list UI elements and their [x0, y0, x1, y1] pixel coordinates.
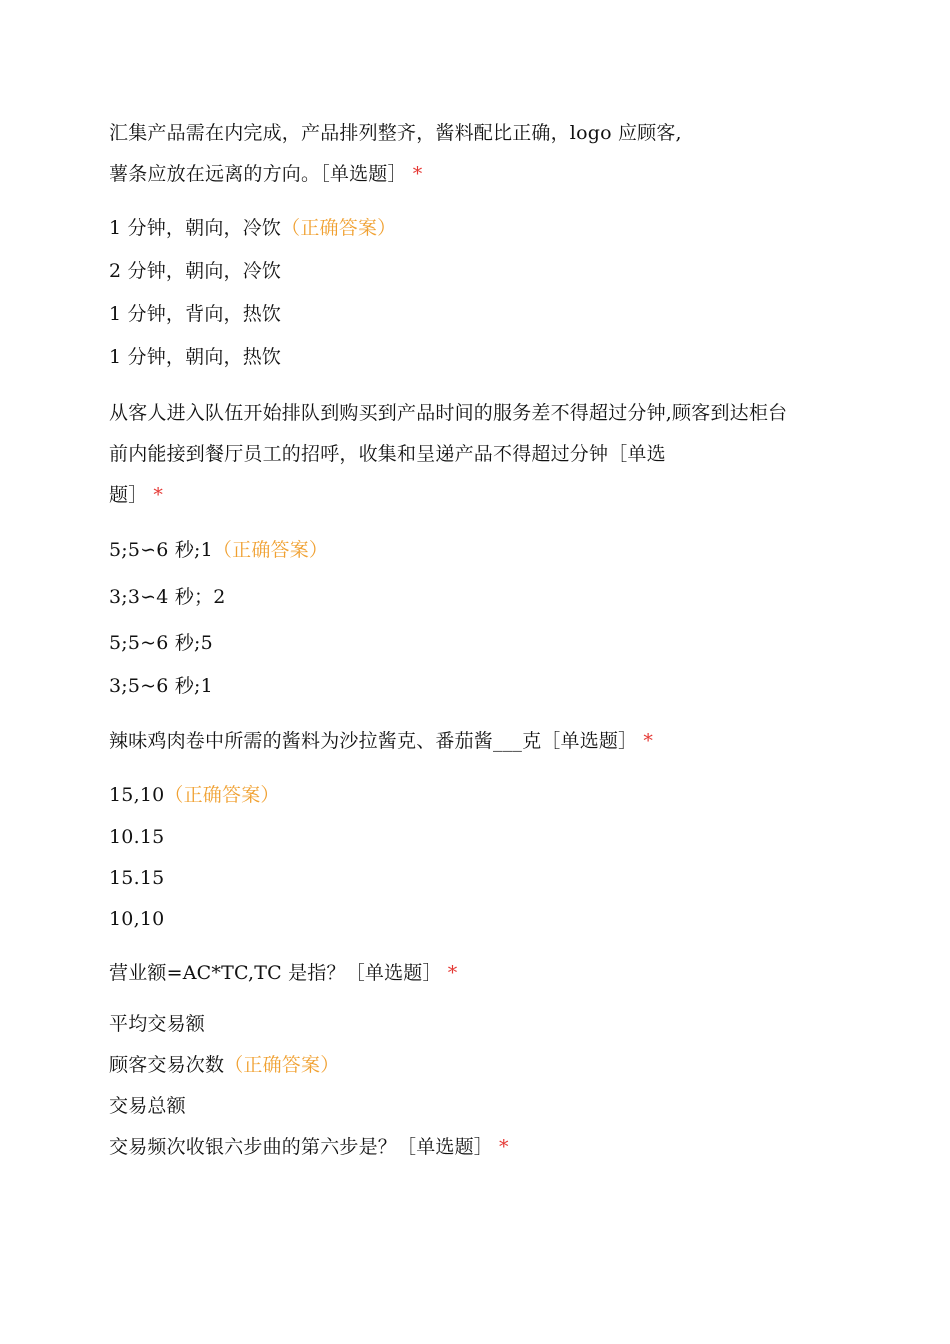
question-1-option-3[interactable]	[109, 302, 281, 326]
question-text-segment: 汇集产品需在内完成，产品排列整齐，酱料配比正确，logo 应顾客,	[109, 122, 682, 144]
question-1-option-4[interactable]	[109, 345, 281, 369]
required-asterisk: *	[499, 1136, 509, 1158]
option-label: 15,10	[109, 784, 165, 806]
question-text-segment: 营业额=AC*TC,TC 是指？［单选题］	[109, 962, 442, 984]
option-label: 1 分钟，朝向，冷饮	[109, 217, 282, 239]
option-label: 15.15	[109, 867, 165, 889]
question-1-option-1[interactable]	[109, 216, 396, 240]
correct-answer-label: （正确答案）	[164, 784, 280, 806]
question-1-text-line-2	[109, 162, 422, 186]
option-label: 10,10	[109, 908, 165, 930]
correct-answer-label: （正确答案）	[212, 539, 329, 561]
question-3-option-2[interactable]	[109, 825, 164, 849]
option-label: 5;5∽6 秒;1	[109, 539, 213, 561]
question-2-text-line-1	[109, 401, 787, 425]
correct-answer-label: （正确答案）	[281, 217, 397, 239]
question-2-text-line-2	[109, 442, 666, 466]
question-text-segment: 薯条应放在远离的方向。［单选题］	[109, 163, 407, 185]
question-4-option-1[interactable]	[109, 1012, 205, 1036]
question-text-segment: 交易频次收银六步曲的第六步是？［单选题］	[109, 1136, 494, 1158]
option-label: 3;5~6 秒;1	[109, 675, 213, 697]
correct-answer-label: （正确答案）	[224, 1054, 340, 1076]
question-4-text-line-1	[109, 961, 457, 985]
option-label: 1 分钟，朝向，热饮	[109, 346, 282, 368]
question-text-segment: 从客人进入队伍开始排队到购买到产品时间的服务差不得超过分钟,顾客到达柜台	[109, 402, 788, 424]
question-3-option-4[interactable]	[109, 907, 164, 931]
required-asterisk: *	[447, 962, 458, 984]
question-1-text-line-1	[109, 121, 682, 145]
option-label: 10.15	[109, 826, 165, 848]
option-label: 1 分钟，背向，热饮	[109, 303, 282, 325]
question-2-option-1[interactable]	[109, 538, 328, 562]
question-2-option-3[interactable]	[109, 631, 213, 655]
required-asterisk: *	[412, 163, 423, 185]
question-3-option-1[interactable]	[109, 783, 280, 807]
option-label: 平均交易额	[109, 1013, 206, 1035]
question-2-option-4[interactable]	[109, 674, 213, 698]
required-asterisk: *	[153, 484, 164, 506]
question-text-segment: 前内能接到餐厅员工的招呼，收集和呈递产品不得超过分钟［单选	[109, 443, 666, 465]
option-label: 5;5~6 秒;5	[109, 632, 213, 654]
question-5-text-line-1	[109, 1135, 509, 1159]
question-4-option-2[interactable]	[109, 1053, 339, 1077]
question-2-text-line-3	[109, 483, 163, 507]
question-text-segment: 题］	[109, 484, 148, 506]
question-3-text-line-1	[109, 729, 653, 753]
option-label: 2 分钟，朝向，冷饮	[109, 260, 282, 282]
question-4-option-3[interactable]	[109, 1094, 186, 1118]
question-3-option-3[interactable]	[109, 866, 164, 890]
question-2-option-2[interactable]	[109, 585, 226, 609]
question-text-segment: 辣味鸡肉卷中所需的酱料为沙拉酱克、番茄酱___克［单选题］	[109, 730, 638, 752]
required-asterisk: *	[643, 730, 654, 752]
option-label: 3;3∽4 秒；2	[109, 586, 226, 608]
question-1-option-2[interactable]	[109, 259, 281, 283]
option-label: 顾客交易次数	[109, 1054, 225, 1076]
option-label: 交易总额	[109, 1095, 186, 1117]
